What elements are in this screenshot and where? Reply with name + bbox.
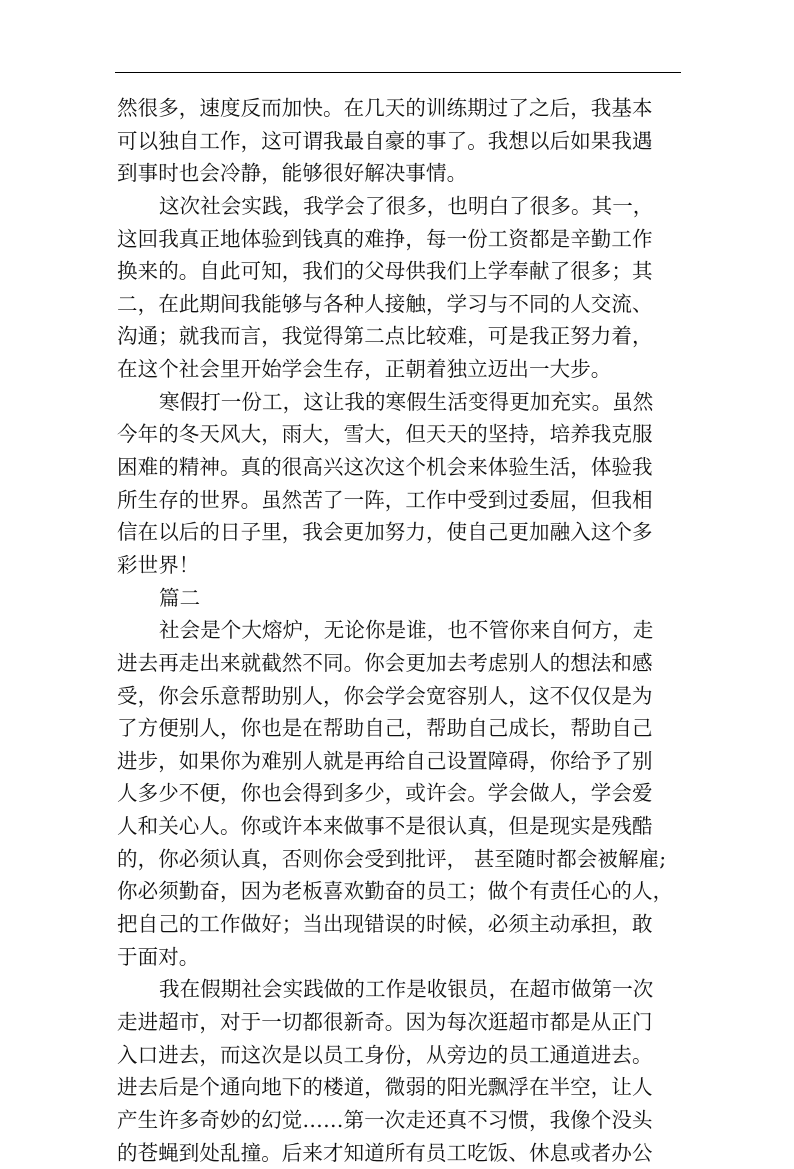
text-line: 走进超市，对于一切都很新奇。因为每次逛超市都是从正门 — [117, 1006, 681, 1039]
text-line: 产生许多奇妙的幻觉……第一次走还真不习惯，我像个没头 — [117, 1104, 681, 1137]
text-line: 到事时也会冷静，能够很好解决事情。 — [117, 157, 681, 190]
text-line: 篇二 — [117, 582, 681, 615]
text-line: 人和关心人。你或许本来做事不是很认真，但是现实是残酷 — [117, 810, 681, 843]
text-line: 困难的精神。真的很高兴这次这个机会来体验生活，体验我 — [117, 451, 681, 484]
text-line: 进去再走出来就截然不同。你会更加去考虑别人的想法和感 — [117, 647, 681, 680]
text-line: 的苍蝇到处乱撞。后来才知道所有员工吃饭、休息或者办公 — [117, 1137, 681, 1169]
text-line: 彩世界！ — [117, 549, 681, 582]
text-line: 进步，如果你为难别人就是再给自己设置障碍，你给予了别 — [117, 745, 681, 778]
text-line: 换来的。自此可知，我们的父母供我们上学奉献了很多；其 — [117, 255, 681, 288]
text-line: 了方便别人，你也是在帮助自己，帮助自己成长，帮助自己 — [117, 712, 681, 745]
text-line: 这次社会实践，我学会了很多，也明白了很多。其一， — [117, 190, 681, 223]
text-line: 社会是个大熔炉，无论你是谁，也不管你来自何方，走 — [117, 614, 681, 647]
text-line: 寒假打一份工，这让我的寒假生活变得更加充实。虽然 — [117, 386, 681, 419]
text-line: 的，你必须认真，否则你会受到批评， 甚至随时都会被解雇; — [117, 843, 681, 876]
text-line: 在这个社会里开始学会生存，正朝着独立迈出一大步。 — [117, 353, 681, 386]
text-line: 人多少不便，你也会得到多少，或许会。学会做人，学会爱 — [117, 777, 681, 810]
text-line: 进去后是个通向地下的楼道，微弱的阳光飘浮在半空，让人 — [117, 1071, 681, 1104]
text-line: 受，你会乐意帮助别人，你会学会宽容别人，这不仅仅是为 — [117, 680, 681, 713]
text-line: 二，在此期间我能够与各种人接触，学习与不同的人交流、 — [117, 288, 681, 321]
text-line: 你必须勤奋，因为老板喜欢勤奋的员工；做个有责任心的人， — [117, 875, 681, 908]
text-line: 沟通；就我而言，我觉得第二点比较难，可是我正努力着， — [117, 320, 681, 353]
document-body — [117, 92, 681, 1169]
text-line: 今年的冬天风大，雨大，雪大，但天天的坚持，培养我克服 — [117, 418, 681, 451]
text-line: 于面对。 — [117, 941, 681, 974]
text-line: 这回我真正地体验到钱真的难挣，每一份工资都是辛勤工作 — [117, 223, 681, 256]
text-line: 然很多，速度反而加快。在几天的训练期过了之后，我基本 — [117, 92, 681, 125]
text-line: 可以独自工作，这可谓我最自豪的事了。我想以后如果我遇 — [117, 125, 681, 158]
text-line: 入口进去，而这次是以员工身份，从旁边的员工通道进去。 — [117, 1039, 681, 1072]
text-line: 所生存的世界。虽然苦了一阵，工作中受到过委屈，但我相 — [117, 484, 681, 517]
header-rule — [115, 72, 681, 73]
text-line: 把自己的工作做好；当出现错误的时候，必须主动承担，敢 — [117, 908, 681, 941]
text-line: 信在以后的日子里，我会更加努力，使自己更加融入这个多 — [117, 516, 681, 549]
text-line: 我在假期社会实践做的工作是收银员，在超市做第一次 — [117, 973, 681, 1006]
